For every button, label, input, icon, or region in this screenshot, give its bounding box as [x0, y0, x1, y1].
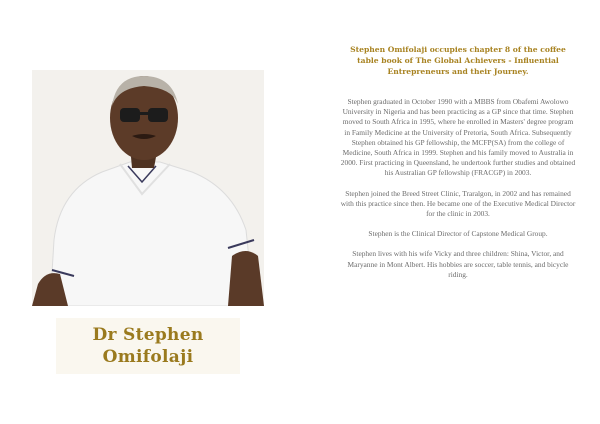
headline: Stephen Omifolaji occupies chapter 8 of the coffee table book of The Global Achievers - Influential Entrepreneurs and their Journey.	[350, 45, 566, 76]
portrait-illustration	[32, 70, 264, 306]
name-line-first: Dr Stephen	[92, 325, 204, 345]
bio-paragraph-clinic: Stephen joined the Breed Street Clinic, Traralgon, in 2002 and has remained with this practice since then. He became one of the Executive Medical Director for the clinic in 2003.	[340, 188, 576, 219]
bio-column	[340, 44, 576, 290]
name-line-last: Omifolaji	[102, 347, 194, 367]
name-card	[56, 318, 240, 374]
bio-paragraph-director: Stephen is the Clinical Director of Capstone Medical Group.	[368, 229, 548, 239]
bio-paragraph-family: Stephen lives with his wife Vicky and three children: Shina, Victor, and Maryanne in Mont Albert. His hobbies are soccer, table tennis, and bicycle riding.	[347, 249, 569, 279]
portrait-photo	[32, 70, 264, 306]
bio-paragraph-education: Stephen graduated in October 1990 with a MBBS from Obafemi Awolowo University in Nigeria and has been practicing as a GP since that time. Stephen moved to South Africa in 1995, where he enrolled in Masters' degree program in Family Medicine at the University of Pretoria, South Africa. Subsequently Stephen obtained his GP fellowship, the MCFP(SA) from the college of Medicine, South Africa in 1999. Stephen and his family moved to Australia in 2000. First practicing in Queensland, he undertook further studies and obtained his Australian GP fellowship (FRACGP) in 2003.	[340, 97, 576, 178]
